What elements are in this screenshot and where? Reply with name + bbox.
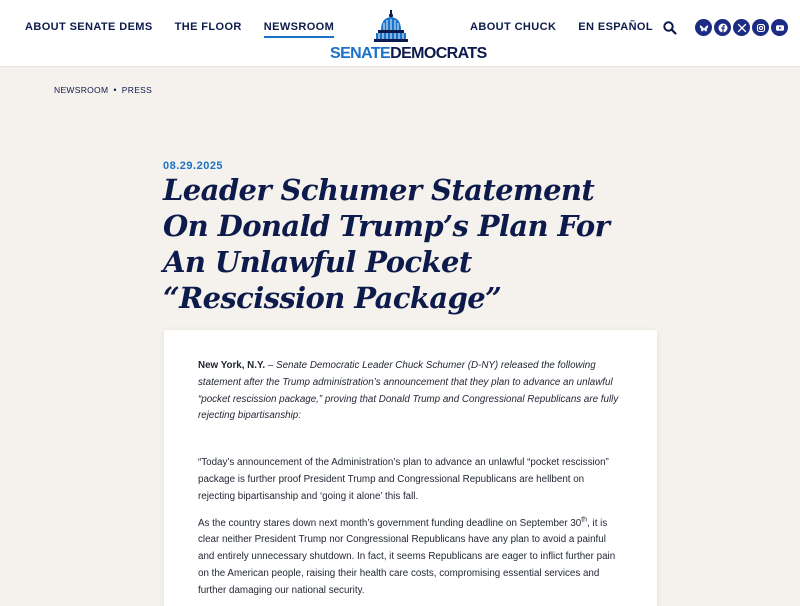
statement-paragraph-2: As the country stares down next month’s government funding deadline on September 30th, it is clear neither President Trump nor Congressional Republicans have any plan to avoid a painful and entirely unnecessary shutdown. In fact, it seems Republicans are eager to inflict further pain on the American people, raising their health care costs, compromising essential services and further damaging our national security. (198, 516, 616, 596)
senate-democrats-logo[interactable] (330, 10, 487, 64)
nav-the-floor[interactable]: THE FLOOR (174, 21, 242, 33)
x-icon[interactable] (733, 19, 750, 36)
capitol-dome-icon (330, 10, 452, 44)
facebook-icon[interactable] (714, 19, 731, 36)
statement-paragraph-1: “Today’s announcement of the Administration’s plan to advance an unlawful “pocket rescission” package is further proof President Trump and Congressional Republicans are hellbent on rejecting bipartisanship and ‘going it alone’ this fall. (198, 457, 609, 502)
nav-about-chuck[interactable]: ABOUT CHUCK (470, 21, 557, 33)
nav-en-espanol[interactable]: EN ESPAÑOL (578, 21, 653, 33)
site-header (0, 0, 800, 67)
lead-paragraph (198, 358, 623, 425)
search-icon[interactable] (662, 20, 678, 36)
youtube-icon[interactable] (771, 19, 788, 36)
primary-nav-right (470, 21, 675, 36)
instagram-icon[interactable] (752, 19, 769, 36)
article-date: 08.29.2025 (163, 160, 224, 172)
breadcrumb-separator: • (113, 85, 117, 95)
primary-nav-left (25, 21, 356, 38)
breadcrumb-press[interactable]: PRESS (121, 85, 153, 95)
logo-wordmark: SENATEDEMOCRATS (330, 45, 487, 62)
lead-text: – Senate Democratic Leader Chuck Schumer (D-NY) released the following statement after the Trump administration’s announcement that they plan to advance an unlawful “pocket rescission package,” proving that Donald Trump and Congressional Republicans are fully rejecting bipartisanship: (198, 360, 619, 422)
article-title: Leader Schumer Statement On Donald Trump’s Plan For An Unlawful Pocket “Rescission Package” (163, 173, 610, 315)
article-body (164, 330, 657, 606)
nav-newsroom[interactable]: NEWSROOM (264, 21, 334, 38)
breadcrumb-newsroom[interactable]: NEWSROOM (54, 85, 109, 95)
social-links (695, 19, 790, 36)
nav-about-senate-dems[interactable]: ABOUT SENATE DEMS (25, 21, 153, 33)
bluesky-icon[interactable] (695, 19, 712, 36)
breadcrumb (54, 85, 152, 95)
dateline: New York, N.Y. (198, 360, 266, 371)
